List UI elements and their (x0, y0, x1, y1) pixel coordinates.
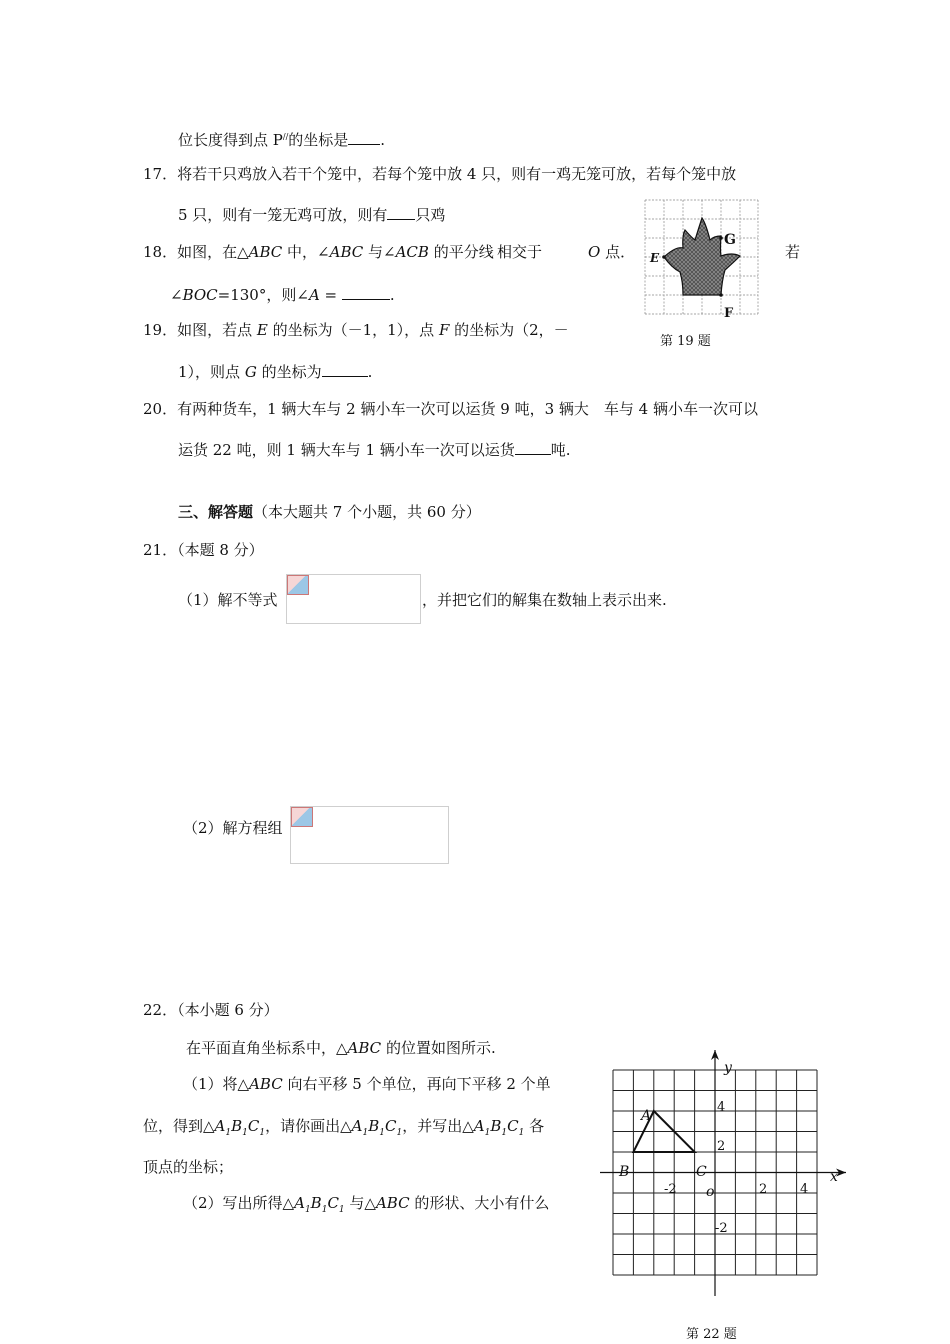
q20-answer-blank[interactable] (515, 440, 551, 455)
q18-text-b: 中，∠ (282, 243, 330, 261)
q18-text-h: = (319, 286, 342, 304)
q22-y-tick-2: 2 (717, 1139, 726, 1154)
q22-intro-text-b: 的位置如图所示. (381, 1039, 496, 1057)
q22-p1-text-d: ，请你画出△ (265, 1117, 352, 1135)
q16-text: 位长度得到点 P (178, 131, 283, 149)
q18-answer-blank[interactable] (342, 285, 390, 300)
q18-abc-2: ABC (329, 243, 364, 261)
q22-p2-text: （2）写出所得△ (183, 1194, 295, 1212)
q21-part2-label: （2）解方程组 (183, 819, 283, 837)
q22-p1-text-f: 各 (524, 1117, 545, 1135)
q19-end: . (367, 363, 373, 381)
q19-g: G (244, 363, 257, 381)
q22-x-tick-neg2: -2 (664, 1182, 677, 1197)
q16-text-b: 的坐标是 (288, 131, 349, 149)
q22-a1b1c1: $A_1B_1C_1$ (214, 1117, 266, 1138)
q19-text-c: 的坐标为（2，－ (449, 321, 569, 339)
q19-label-g: G (724, 232, 736, 248)
q18-text-g: =130°，则∠ (217, 286, 309, 304)
q18-text-c: 与∠ (363, 243, 396, 261)
q18-text-f: ∠ (170, 286, 183, 304)
q17-text: 将若干只鸡放入若干个笼中，若每个笼中放 4 只，则有一鸡无笼可放，若每个笼中放 (177, 165, 737, 183)
q16-end: . (380, 131, 386, 149)
q22-p2-text-c: 的形状、大小有什么 (409, 1194, 550, 1212)
q18-text-e: 点． (600, 243, 636, 261)
q20-text: 有两种货车，1 辆大车与 2 辆小车一次可以运货 9 吨，3 辆大 车与 4 辆小车一次可以 (177, 400, 758, 418)
q18-overlap-text: 相交于 (497, 243, 543, 261)
q22-abc: ABC (347, 1039, 382, 1057)
q22-x-tick-4: 4 (800, 1182, 809, 1197)
q19-line2 (178, 362, 372, 382)
q18-abc: ABC (248, 243, 283, 261)
q22-a1b1c1-3: $A_1B_1C_1$ (473, 1117, 525, 1138)
q19-label-e: E (650, 251, 660, 265)
q22-intro-text: 在平面直角坐标系中，△ (186, 1039, 348, 1057)
q19-f: F (438, 321, 450, 339)
q18-ruo-text: 若 (785, 243, 801, 261)
q18-boc: BOC (182, 286, 218, 304)
q22-p1-line3: 顶点的坐标； (143, 1158, 234, 1176)
broken-image-icon (287, 575, 309, 595)
q17-answer-blank[interactable] (387, 205, 415, 220)
q22-score: （本小题 6 分） (177, 1001, 279, 1019)
q16-answer-blank[interactable] (348, 130, 380, 145)
q22-p1-line2 (143, 1116, 544, 1143)
q17-line1 (143, 164, 736, 184)
q19-text-d: 1），则点 (178, 363, 245, 381)
q18-line2 (170, 285, 395, 305)
q22-y-tick-neg2: -2 (715, 1221, 728, 1236)
q16-tail (178, 127, 385, 150)
q22-p2-text-b: 与△ (344, 1194, 376, 1212)
q19-answer-blank[interactable] (322, 362, 368, 377)
q22-abc-3: ABC (375, 1194, 410, 1212)
q22-axis-y-label: y (724, 1060, 732, 1076)
q22-p1-line1 (183, 1074, 551, 1094)
q17-line2 (178, 205, 445, 225)
q18-end: . (389, 286, 395, 304)
q22-a1b1c1-4: $A_1B_1C_1$ (294, 1194, 345, 1215)
q22-origin-label: o (706, 1184, 715, 1200)
q19-number: 19． (143, 321, 178, 339)
q17-number: 17． (143, 165, 178, 183)
q22-point-a-label: A (641, 1108, 652, 1124)
q22-p1-text-e: ，并写出△ (402, 1117, 474, 1135)
q17-text-3: 只鸡 (415, 206, 446, 224)
q19-text: 如图，若点 (177, 321, 257, 339)
q18-a: A (308, 286, 320, 304)
q18-number: 18． (143, 243, 178, 261)
q22-y-tick-4: 4 (717, 1100, 726, 1115)
q22-p1-text-b: 向右平移 5 个单位，再向下平移 2 个单 (282, 1075, 551, 1093)
section3-heading (178, 502, 481, 522)
q22-p2-line (183, 1193, 549, 1220)
q18-line1 (143, 242, 494, 262)
q22-abc-2: ABC (249, 1075, 283, 1093)
q16-sup: // (282, 132, 289, 141)
q18-ruo (785, 242, 800, 262)
q22-caption: 第 22 题 (686, 1327, 737, 1342)
q22-header (143, 1000, 279, 1020)
q20-number: 20． (143, 400, 178, 418)
q22-point-c-label: C (696, 1164, 707, 1180)
q18-text: 如图，在△ (177, 243, 249, 261)
q18-overlap (497, 242, 542, 262)
q21-part1-label: （1）解不等式 (178, 591, 278, 609)
q18-text-d: 的平分线 (428, 243, 494, 261)
q19-line1 (143, 320, 569, 340)
section3-title: 三、解答题 (178, 503, 254, 521)
q20-text-c: 吨. (550, 441, 571, 459)
q18-o: O (588, 243, 601, 261)
q22-coordinate-figure (596, 1046, 856, 1298)
q22-axis-x-label: x (830, 1169, 838, 1185)
q22-point-b-label: B (619, 1164, 630, 1180)
q19-point-g (719, 236, 723, 240)
q22-p1-text: （1）将△ (183, 1075, 250, 1093)
q22-number: 22． (143, 1001, 178, 1019)
q19-caption: 第 19 题 (660, 334, 711, 349)
q21-number: 21． (143, 541, 178, 559)
broken-image-icon (291, 807, 313, 827)
q18-acb: ACB (395, 243, 429, 261)
q20-text-b: 运货 22 吨，则 1 辆大车与 1 辆小车一次可以运货 (178, 441, 515, 459)
q20-line2 (178, 440, 571, 460)
q19-label-f: F (724, 306, 734, 321)
section3-note: （本大题共 7 个小题，共 60 分） (253, 503, 481, 521)
q21-equation-image (290, 806, 449, 864)
q22-a1b1c1-2: $A_1B_1C_1$ (351, 1117, 403, 1138)
q19-text-e: 的坐标为 (256, 363, 322, 381)
q21-score: （本题 8 分） (177, 541, 264, 559)
q21-inequality-image (286, 574, 421, 624)
q19-point-e (662, 255, 666, 259)
q22-x-tick-2: 2 (759, 1182, 768, 1197)
q22-intro (186, 1038, 496, 1058)
q21-part1-tail: ，并把它们的解集在数轴上表示出来. (422, 591, 667, 609)
q19-e: E (256, 321, 268, 339)
q22-p1-text-c: 位，得到△ (143, 1117, 215, 1135)
q18-o-point (588, 242, 635, 262)
q17-text-2: 5 只，则有一笼无鸡可放，则有 (178, 206, 388, 224)
q20-line1 (143, 399, 758, 419)
q19-point-f (719, 293, 723, 297)
q21-header (143, 540, 264, 560)
q19-text-b: 的坐标为（－1，1），点 (267, 321, 439, 339)
